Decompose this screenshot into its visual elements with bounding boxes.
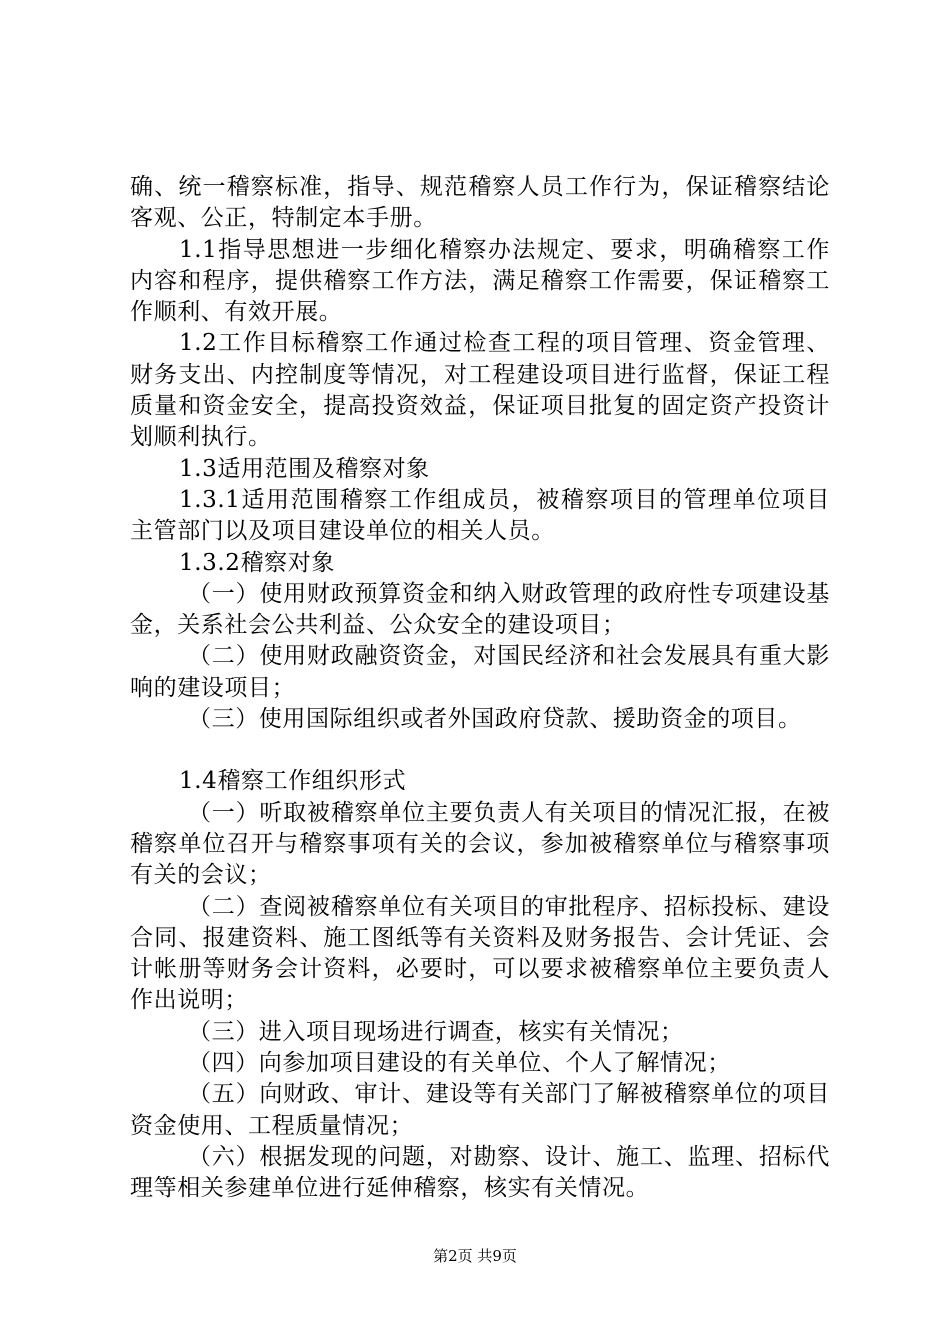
heading-inspection-objects: 1.3.2稽察对象 bbox=[179, 549, 335, 576]
list-item-form-1: （一）听取被稽察单位主要负责人有关项目的情况汇报，在被稽察单位召开与稽察事项有关的会议，参加被稽察单位与稽察事项有关的会议； bbox=[130, 799, 830, 889]
heading-scope-and-objects: 1.3适用范围及稽察对象 bbox=[179, 455, 430, 482]
list-item-object-2: （二）使用财政融资资金，对国民经济和社会发展具有重大影响的建设项目； bbox=[130, 643, 830, 701]
list-item-form-4: （四）向参加项目建设的有关单位、个人了解情况； bbox=[188, 1050, 731, 1077]
list-item-object-1: （一）使用财政预算资金和纳入财政管理的政府性专项建设基金，关系社会公共利益、公众安全的建设项目； bbox=[130, 580, 830, 639]
list-item-form-3: （三）进入项目现场进行调查，核实有关情况； bbox=[188, 1018, 684, 1045]
page-number-footer: 第2页 共9页 bbox=[433, 1247, 517, 1265]
paragraph-gap bbox=[130, 735, 830, 766]
list-item-form-5: （五）向财政、审计、建设等有关部门了解被稽察单位的项目资金使用、工程质量情况； bbox=[130, 1081, 830, 1139]
list-item-form-6: （六）根据发现的问题，对勘察、设计、施工、监理、招标代理等相关参建单位进行延伸稽察，核实有关情况。 bbox=[130, 1143, 830, 1202]
paragraph-intro-continuation: 确、统一稽察标准，指导、规范稽察人员工作行为，保证稽察结论客观、公正，特制定本手册。 bbox=[130, 174, 830, 232]
document-body bbox=[130, 172, 830, 1205]
paragraph-guiding-ideology: 1.1指导思想进一步细化稽察办法规定、要求，明确稽察工作内容和程序，提供稽察工作方法，满足稽察工作需要，保证稽察工作顺利、有效开展。 bbox=[130, 236, 830, 326]
list-item-object-3: （三）使用国际组织或者外国政府贷款、援助资金的项目。 bbox=[188, 706, 802, 733]
list-item-form-2: （二）查阅被稽察单位有关项目的审批程序、招标投标、建设合同、报建资料、施工图纸等有关资料及财务报告、会计凭证、会计帐册等财务会计资料，必要时，可以要求被稽察单位主要负责人作出说明； bbox=[130, 893, 830, 1014]
paragraph-scope: 1.3.1适用范围稽察工作组成员，被稽察项目的管理单位项目主管部门以及项目建设单位的相关人员。 bbox=[130, 486, 830, 545]
heading-organization-form: 1.4稽察工作组织形式 bbox=[179, 768, 407, 795]
paragraph-work-objective: 1.2工作目标稽察工作通过检查工程的项目管理、资金管理、财务支出、内控制度等情况，对工程建设项目进行监督，保证工程质量和资金安全，提高投资效益，保证项目批复的固定资产投资计划顺利执行。 bbox=[130, 330, 830, 451]
